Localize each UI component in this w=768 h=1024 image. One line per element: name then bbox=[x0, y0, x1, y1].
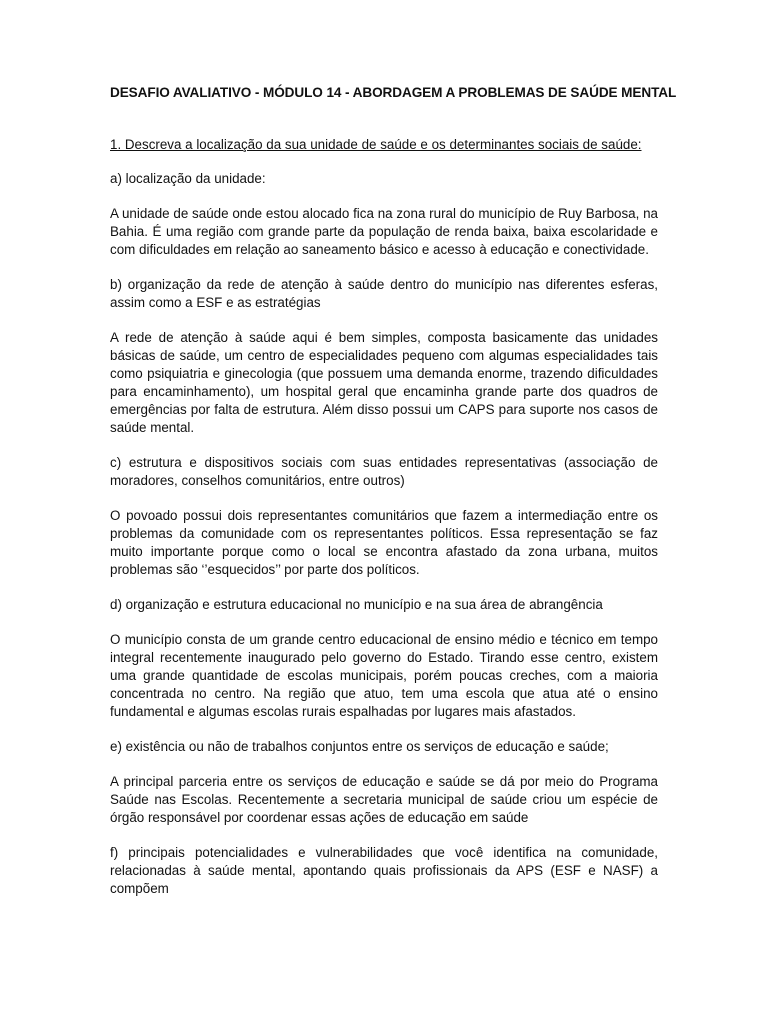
answer-c-text: O povoado possui dois representantes comunitários que fazem a intermediação entre os problemas da comunidade com os representantes políticos. Essa representação se faz muito importante porque como o local se encontra afastado da zona urbana, muitos problemas são ‘’esquecidos’’ por parte dos políticos. bbox=[110, 508, 658, 577]
question-1-heading: 1. Descreva a localização da sua unidade de saúde e os determinantes sociais de saúde: bbox=[110, 137, 642, 152]
answer-e-text: A principal parceria entre os serviços de educação e saúde se dá por meio do Programa Saúde nas Escolas. Recentemente a secretaria municipal de saúde criou um espécie de órgão responsável por coordenar essas ações de educação em saúde bbox=[110, 774, 658, 825]
item-e-label: e) existência ou não de trabalhos conjuntos entre os serviços de educação e saúde; bbox=[110, 739, 609, 754]
document-title: DESAFIO AVALIATIVO - MÓDULO 14 - ABORDAGEM A PROBLEMAS DE SAÚDE MENTAL bbox=[110, 85, 677, 100]
document-page bbox=[110, 84, 677, 915]
item-f-label: f) principais potencialidades e vulnerabilidades que você identifica na comunidade, relacionadas à saúde mental, apontando quais profissionais da APS (ESF e NASF) a compõem bbox=[110, 845, 658, 896]
answer-b-text: A rede de atenção à saúde aqui é bem simples, composta basicamente das unidades básicas de saúde, um centro de especialidades pequeno com algumas especialidades tais como psiquiatria e ginecologia (que possuem uma demanda enorme, trazendo dificuldades para encaminhamento), um hospital geral que encaminha grande parte dos quadros de emergências por falta de estrutura. Além disso possui um CAPS para suporte nos casos de saúde mental. bbox=[110, 330, 658, 435]
item-c-label: c) estrutura e dispositivos sociais com suas entidades representativas (associação de moradores, conselhos comunitários, entre outros) bbox=[110, 455, 658, 488]
answer-d-text: O município consta de um grande centro educacional de ensino médio e técnico em tempo integral recentemente inaugurado pelo governo do Estado. Tirando esse centro, existem uma grande quantidade de escolas municipais, porém poucas creches, com a maioria concentrada no centro. Na região que atuo, tem uma escola que atua até o ensino fundamental e algumas escolas rurais espalhadas por lugares mais afastados. bbox=[110, 632, 658, 719]
item-d-label: d) organização e estrutura educacional no município e na sua área de abrangência bbox=[110, 597, 603, 612]
item-b-label: b) organização da rede de atenção à saúde dentro do município nas diferentes esferas, assim como a ESF e as estratégias bbox=[110, 277, 658, 310]
answer-a-text: A unidade de saúde onde estou alocado fica na zona rural do município de Ruy Barbosa, na Bahia. É uma região com grande parte da população de renda baixa, baixa escolaridade e com dificuldades em relação ao saneamento básico e acesso à educação e conectividade. bbox=[110, 206, 658, 257]
item-a-label: a) localização da unidade: bbox=[110, 171, 266, 186]
